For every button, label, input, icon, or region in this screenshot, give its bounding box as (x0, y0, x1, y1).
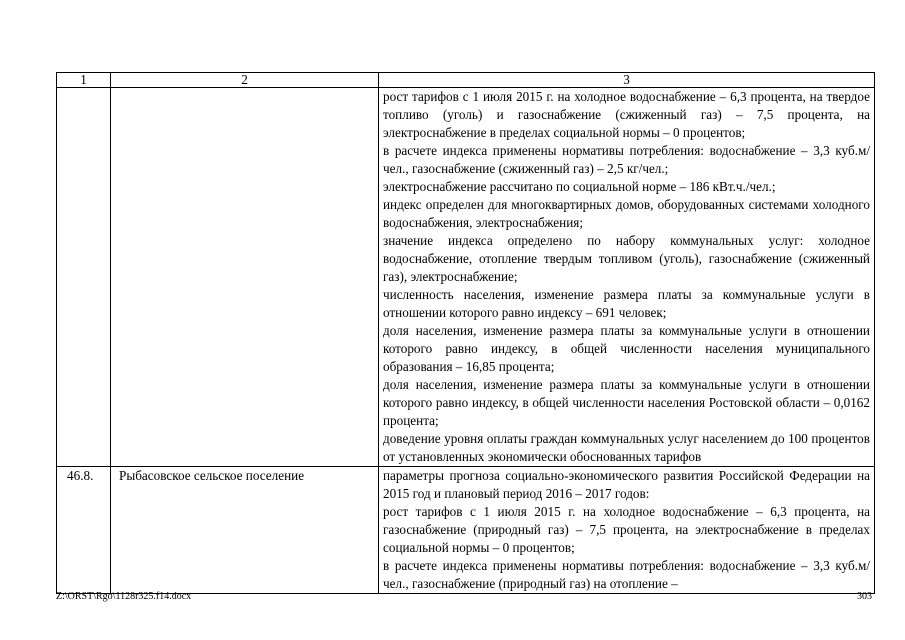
row-number-cell: 46.8. (57, 467, 111, 594)
content-paragraph: в расчете индекса применены нормативы потребления: водоснабжение – 3,3 куб.м/чел., газоснабжение (природный газ) на отопление – (383, 558, 870, 591)
content-paragraph: доля населения, изменение размера платы за коммунальные услуги в отношении которого равно индексу, в общей численности населения муниципального образования – 16,85 процента; (383, 323, 870, 374)
content-paragraph: численность населения, изменение размера платы за коммунальные услуги в отношении которого равно индексу – 691 человек; (383, 287, 870, 320)
content-paragraph: в расчете индекса применены нормативы потребления: водоснабжение – 3,3 куб.м/чел., газоснабжение (сжиженный газ) – 2,5 кг/чел.; (383, 143, 870, 176)
row-content-cell (379, 467, 875, 594)
table-header-row (57, 73, 875, 88)
document-table (56, 72, 875, 594)
content-paragraph: параметры прогноза социально-экономического развития Российской Федерации на 2015 год и плановый период 2016 – 2017 годов: (383, 468, 870, 501)
header-cell-3: 3 (379, 73, 875, 88)
content-paragraph: рост тарифов с 1 июля 2015 г. на холодное водоснабжение – 6,3 процента, на твердое топливо (уголь) и газоснабжение (сжиженный газ) – 7,5 процента, на электроснабжение в пределах социальной нормы – 0 процентов; (383, 89, 870, 140)
table-row-continued (57, 88, 875, 467)
footer-page-number: 303 (857, 591, 872, 602)
content-paragraph: электроснабжение рассчитано по социальной норме – 186 кВт.ч./чел.; (383, 179, 776, 194)
header-cell-2: 2 (111, 73, 379, 88)
row-content-cell (379, 88, 875, 467)
content-paragraph: рост тарифов с 1 июля 2015 г. на холодное водоснабжение – 6,3 процента, на газоснабжение (природный газ) – 7,5 процента, на электроснабжение в пределах социальной нормы – 0 процентов; (383, 504, 870, 555)
row-name-cell: Рыбасовское сельское поселение (111, 467, 379, 594)
content-paragraph: индекс определен для многоквартирных домов, оборудованных системами холодного водоснабжения, электроснабжения; (383, 197, 870, 230)
content-paragraph: доведение уровня оплаты граждан коммунальных услуг населением до 100 процентов от установленных экономически обоснованных тарифов (383, 431, 870, 464)
content-paragraph: доля населения, изменение размера платы за коммунальные услуги в отношении которого равно индексу, в общей численности населения Ростовской области – 0,0162 процента; (383, 377, 870, 428)
content-paragraph: значение индекса определено по набору коммунальных услуг: холодное водоснабжение, отопление твердым топливом (уголь), газоснабжение (сжиженный газ), электроснабжение; (383, 233, 870, 284)
header-cell-1: 1 (57, 73, 111, 88)
footer-file-path: Z:\ORST\Rgo\1128r325.f14.docx (56, 591, 192, 602)
row-name-cell (111, 88, 379, 467)
table-row-46-8 (57, 467, 875, 594)
row-number-cell (57, 88, 111, 467)
